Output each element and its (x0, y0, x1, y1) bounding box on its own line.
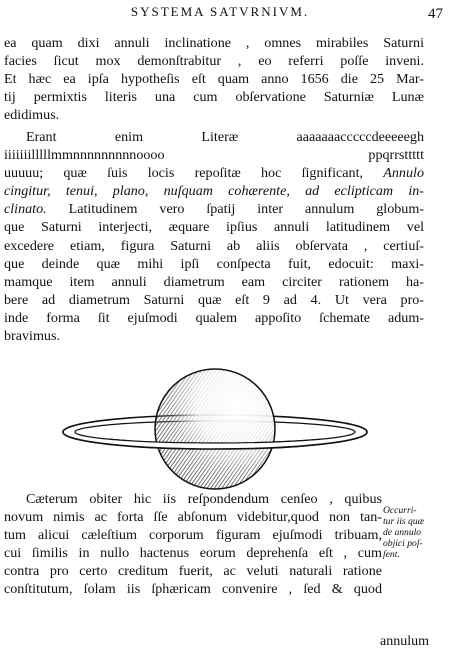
text-line: que Saturni interjecti, æquare ipſius annuli latitudinem vel (4, 219, 424, 236)
margin-note-line: de annulo (383, 527, 422, 538)
text-line: bere ad diametrum Saturni quæ eſt 9 ad 4. Ut vera pro- (4, 291, 424, 308)
saturn-globe (155, 369, 275, 489)
italic-text-run: Annulo (383, 165, 424, 182)
marginal-note (383, 505, 449, 560)
text-line: iiiiiiilllllmmnnnnnnnnnoooo ppqrrsttttt (4, 147, 424, 164)
text-line (4, 164, 424, 182)
text-line: cui ſimilis in nullo hactenus eorum deprehenſa eſt , cum (4, 545, 382, 562)
text-line: inde forma ſit ejuſmodi qualem appoſito ſchemate adum- (4, 309, 424, 326)
catchword: annulum (380, 634, 429, 649)
paragraph-2 (4, 128, 424, 345)
text-line: cingitur, tenui, plano, nuſquam cohærente, ad eclipticam in- (4, 183, 424, 200)
saturn-ring-figure (40, 360, 390, 500)
margin-note-line: tur iis quæ (383, 516, 425, 527)
text-line: Cæterum obiter hic iis reſpondendum cenſeo , quibus (26, 491, 382, 507)
text-line: tum alicui cæleſtium corporum figuram ejuſmodi tribuam, (4, 527, 382, 544)
text-line: excedere etiam, figura Saturni ab aliis obſervata , certiuſ- (4, 237, 424, 254)
margin-note-line: objici poſ- (383, 538, 423, 549)
margin-note-line: ſent. (383, 549, 400, 560)
text-line: conſtitutum, ſolam iis ſphæricam convenire , ſed & quod (4, 581, 382, 598)
text-line: que deinde quæ mihi ipſi conſpecta fuit, edocuit: maxi- (4, 255, 424, 272)
text-run: uuuuu; quæ ſuis locis repoſitæ hoc ſignificant, (4, 165, 364, 182)
running-head: SYSTEMA SATVRNIVM. (130, 4, 310, 19)
text-line: mamque item annuli diametrum eam circiter rationem ha- (4, 273, 424, 290)
text-line: novum nimis ac forta ſſe abſonum videbitur,quod non tan- (4, 509, 382, 526)
text-line: tij permixtis literis una cum obſervatione Saturniæ Lunæ (4, 89, 424, 106)
text-line: Erant enim Literæ aaaaaaacccccdeeeeegh (26, 129, 424, 145)
text-line: ea quam dixi annuli inclinatione , omnes mirabiles Saturni (4, 35, 424, 51)
text-line: facies ſicut mox demonſtrabitur , eo referri poſſe inveni. (4, 53, 424, 70)
paragraph-1 (4, 34, 424, 124)
margin-note-line: Occurri- (383, 505, 417, 516)
text-line: contra pro certo creditum fuerit, ac veluti naturali ratione (4, 563, 382, 580)
text-line: edidimus. (4, 107, 60, 124)
page-number: 47 (428, 6, 443, 22)
text-line (4, 200, 424, 218)
text-run: Latitudinem vero ſpatij inter annulum globum- (46, 201, 424, 218)
text-line: Et hæc ea ipſa hypotheſis eſt quam anno 1656 die 25 Mar- (4, 71, 424, 88)
text-line: bravimus. (4, 328, 60, 345)
italic-text-run: clinato. (4, 201, 47, 218)
paragraph-3 (4, 490, 382, 599)
